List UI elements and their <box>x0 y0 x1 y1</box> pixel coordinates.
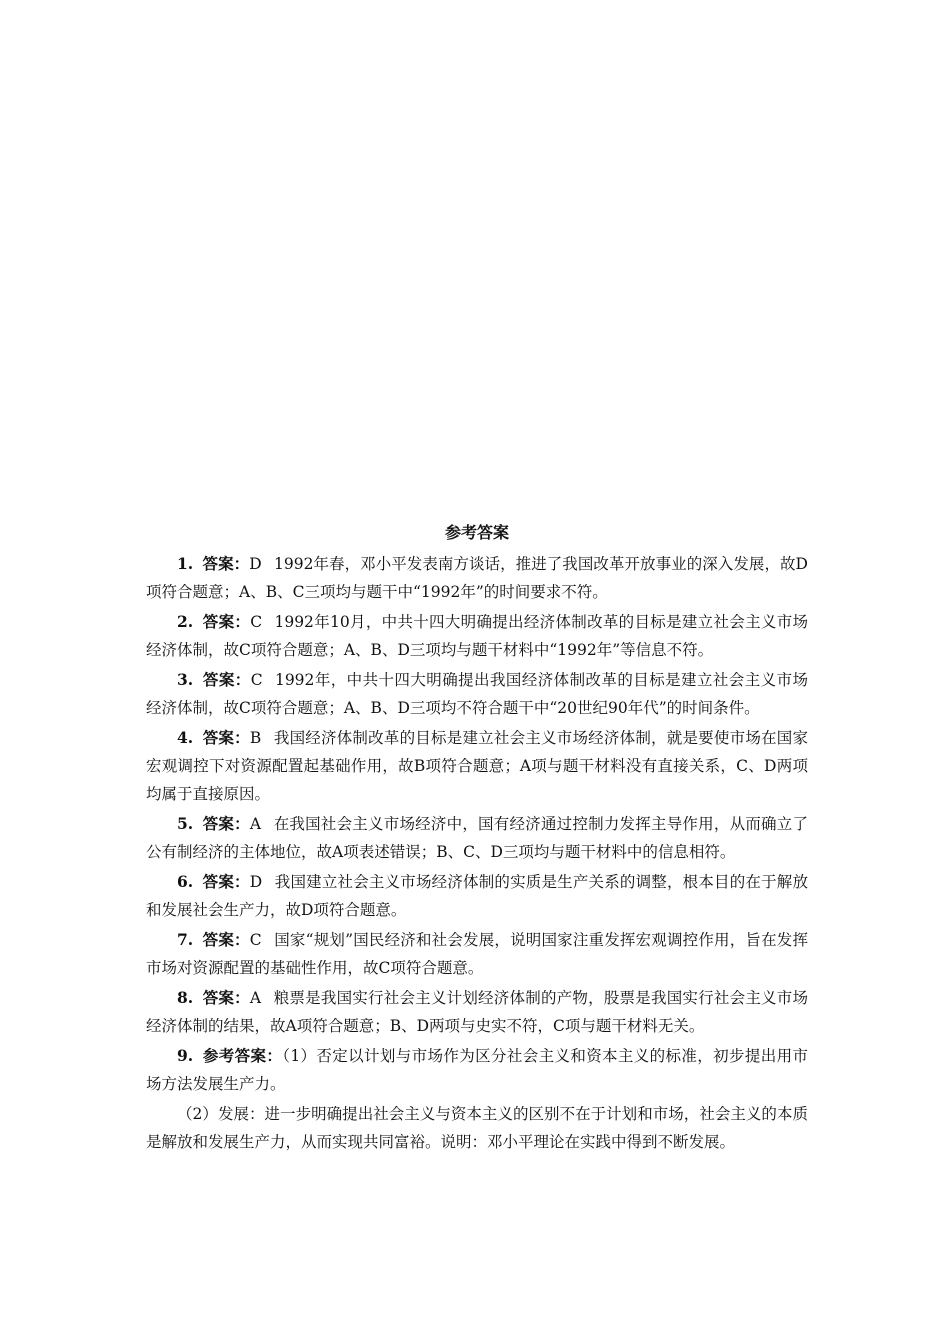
answer-explanation: 粮票是我国实行社会主义计划经济体制的产物，股票是我国实行社会主义市场经济体制的结果，故A项符合题意；B、D两项与史实不符，C项与题干材料无关。 <box>146 989 808 1035</box>
answer-option: B <box>249 729 262 747</box>
answer-item-1 <box>146 550 808 606</box>
answer-number: 5. <box>177 814 194 833</box>
answer-number: 2. <box>177 612 194 631</box>
answer-explanation: 1992年春，邓小平发表南方谈话，推进了我国改革开放事业的深入发展，故D项符合题意；A、B、C三项均与题干中“1992年”的时间要求不符。 <box>146 555 808 601</box>
answer-label: 答案： <box>202 554 250 573</box>
answer-option: A <box>249 815 262 833</box>
answer-explanation: 我国建立社会主义市场经济体制的实质是生产关系的调整，根本目的在于解放和发展社会生产力，故D项符合题意。 <box>146 873 808 919</box>
answer-item-9 <box>146 1042 808 1098</box>
answer-item-4 <box>146 724 808 808</box>
answer-number: 4. <box>177 728 194 747</box>
answer-item-5 <box>146 810 808 866</box>
answer-number: 1. <box>177 554 194 573</box>
answer-item-6 <box>146 868 808 924</box>
answer-explanation: 我国经济体制改革的目标是建立社会主义市场经济体制，就是要使市场在国家宏观调控下对资源配置起基础作用，故B项符合题意；A项与题干材料没有直接关系，C、D两项均属于直接原因。 <box>146 729 808 803</box>
answer-item-8 <box>146 984 808 1040</box>
answer-option: D <box>249 873 263 891</box>
answer-option: D <box>249 555 262 573</box>
page-title: 参考答案 <box>444 523 509 542</box>
answer-item-9-part-2 <box>146 1100 808 1156</box>
answer-number: 7. <box>177 930 194 949</box>
answer-part-2: （2）发展：进一步明确提出社会主义与资本主义的区别不在于计划和市场，社会主义的本质是解放和发展生产力，从而实现共同富裕。说明：邓小平理论在实践中得到不断发展。 <box>146 1105 808 1151</box>
answer-item-7 <box>146 926 808 982</box>
answer-part-1: （1）否定以计划与市场作为区分社会主义和资本主义的标准，初步提出用市场方法发展生产力。 <box>146 1047 808 1093</box>
answer-explanation: 1992年，中共十四大明确提出我国经济体制改革的目标是建立社会主义市场经济体制，故C项符合题意；A、B、D三项均不符合题干中“20世纪90年代”的时间条件。 <box>146 671 808 717</box>
answer-document <box>146 520 808 1158</box>
answer-label: 答案： <box>202 728 250 747</box>
answer-option: C <box>250 613 263 631</box>
answer-explanation: 国家“规划”国民经济和社会发展，说明国家注重发挥宏观调控作用，旨在发挥市场对资源配置的基础性作用，故C项符合题意。 <box>146 931 808 977</box>
answer-label: 答案： <box>202 612 251 631</box>
answer-item-2 <box>146 608 808 664</box>
answer-number: 3. <box>177 670 194 689</box>
answer-label: 答案： <box>202 814 250 833</box>
answer-option: C <box>250 671 263 689</box>
answer-explanation: 在我国社会主义市场经济中，国有经济通过控制力发挥主导作用，从而确立了公有制经济的主体地位，故A项表述错误；B、C、D三项均与题干材料中的信息相符。 <box>146 815 808 861</box>
answer-label: 答案： <box>202 988 250 1007</box>
answer-label: 答案： <box>202 670 251 689</box>
answer-number: 8. <box>177 988 194 1007</box>
answer-label: 答案： <box>202 930 250 949</box>
answer-label: 参考答案： <box>202 1046 283 1065</box>
answer-item-3 <box>146 666 808 722</box>
answer-label: 答案： <box>202 872 250 891</box>
answer-number: 6. <box>177 872 194 891</box>
answer-number: 9. <box>177 1046 194 1065</box>
answer-option: A <box>249 989 262 1007</box>
answer-explanation: 1992年10月，中共十四大明确提出经济体制改革的目标是建立社会主义市场经济体制，故C项符合题意；A、B、D三项均与题干材料中“1992年”等信息不符。 <box>146 613 808 659</box>
answer-option: C <box>249 931 262 949</box>
